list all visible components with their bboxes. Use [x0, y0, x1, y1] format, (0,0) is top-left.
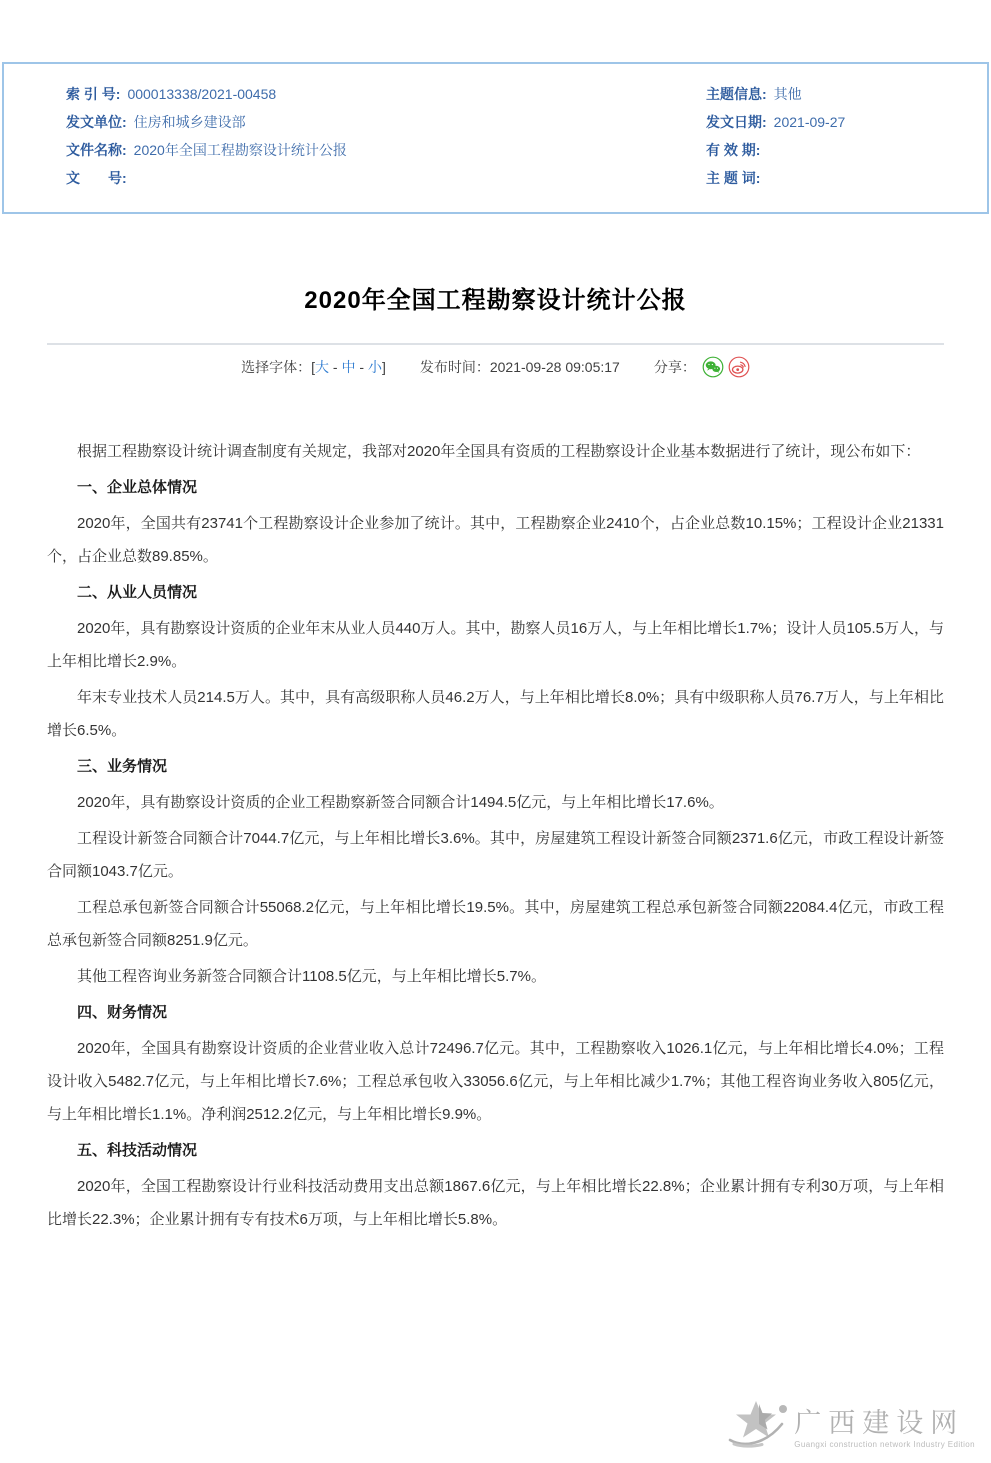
article-paragraph: 根据工程勘察设计统计调查制度有关规定，我部对2020年全国具有资质的工程勘察设计企业基本数据进行了统计，现公布如下：	[77, 443, 921, 460]
meta-field-keywords	[706, 164, 977, 192]
meta-label: 索 引 号:	[66, 86, 121, 102]
meta-right-column	[706, 80, 987, 192]
section-heading-5: 五、科技活动情况	[77, 1142, 198, 1159]
watermark-text	[794, 1408, 975, 1449]
section-heading-3: 三、业务情况	[77, 758, 168, 775]
meta-value: 000013338/2021-00458	[127, 86, 277, 102]
meta-label: 发文日期:	[706, 114, 767, 130]
title-divider	[47, 343, 944, 345]
wechat-share-icon[interactable]	[702, 356, 724, 378]
meta-label: 文 号:	[66, 170, 127, 186]
meta-value: 住房和城乡建设部	[133, 114, 246, 130]
meta-label: 文件名称:	[66, 142, 127, 158]
watermark-site-tagline: Guangxi construction network Industry Edition	[794, 1440, 975, 1449]
article-paragraph: 年末专业技术人员214.5万人。其中，具有高级职称人员46.2万人，与上年相比增长8.0%；具有中级职称人员76.7万人，与上年相比增长6.5%。	[47, 689, 944, 739]
font-size-medium-link[interactable]: 中	[341, 359, 356, 375]
article-body	[0, 380, 991, 1236]
meta-value: 2020年全国工程勘察设计统计公报	[133, 142, 347, 158]
article-toolbar	[0, 354, 991, 380]
meta-label: 主题信息:	[706, 86, 767, 102]
font-sep: -	[329, 359, 342, 375]
meta-field-topic-info	[706, 80, 977, 108]
bracket-open: [	[311, 359, 316, 375]
meta-left-column	[4, 80, 706, 192]
publish-time-value: 2021-09-28 09:05:17	[489, 359, 620, 375]
article-paragraph: 2020年，具有勘察设计资质的企业年末从业人员440万人。其中，勘察人员16万人，与上年相比增长1.7%；设计人员105.5万人，与上年相比增长2.9%。	[47, 620, 944, 670]
meta-label: 发文单位:	[66, 114, 127, 130]
meta-field-validity	[706, 136, 977, 164]
meta-label: 有 效 期:	[706, 142, 761, 158]
page-title: 2020年全国工程勘察设计统计公报	[304, 287, 687, 314]
font-size-selector	[241, 357, 386, 377]
article-paragraph: 2020年，全国共有23741个工程勘察设计企业参加了统计。其中，工程勘察企业2410个，占企业总数10.15%；工程设计企业21331个，占企业总数89.85%。	[47, 515, 944, 565]
share-label: 分享：	[653, 359, 696, 375]
section-heading-1: 一、企业总体情况	[77, 479, 198, 496]
document-meta-box	[2, 62, 989, 214]
font-size-large-link[interactable]: 大	[315, 359, 330, 375]
share-group	[654, 356, 750, 378]
meta-field-doc-number	[66, 164, 706, 192]
article-paragraph: 2020年，全国工程勘察设计行业科技活动费用支出总额1867.6亿元，与上年相比增长22.8%；企业累计拥有专利30万项，与上年相比增长22.3%；企业累计拥有专有技术6万项，与上年相比增长5.8%。	[47, 1178, 944, 1228]
section-heading-4: 四、财务情况	[77, 1004, 168, 1021]
meta-label: 主 题 词:	[706, 170, 761, 186]
article-paragraph: 工程设计新签合同额合计7044.7亿元，与上年相比增长3.6%。其中，房屋建筑工程设计新签合同额2371.6亿元，市政工程设计新签合同额1043.7亿元。	[47, 830, 944, 880]
article-paragraph: 2020年，全国具有勘察设计资质的企业营业收入总计72496.7亿元。其中，工程勘察收入1026.1亿元，与上年相比增长4.0%；工程设计收入5482.7亿元，与上年相比增长7.6%；工程总承包收入33056.6亿元，与上年相比减少1.7%；其他工程咨询业务收入805亿元，与上年相比增长1.1%。净利润2512.2亿元，与上年相比增长9.9%。	[47, 1040, 944, 1123]
publish-time-group	[420, 357, 620, 377]
article-paragraph: 工程总承包新签合同额合计55068.2亿元，与上年相比增长19.5%。其中，房屋建筑工程总承包新签合同额22084.4亿元，市政工程总承包新签合同额8251.9亿元。	[47, 899, 944, 949]
publish-time-label: 发布时间：	[419, 359, 490, 375]
meta-value: 2021-09-27	[773, 114, 846, 130]
meta-field-file-name	[66, 136, 706, 164]
star-swoosh-logo-icon	[726, 1398, 790, 1459]
meta-value: 其他	[773, 86, 802, 102]
article-paragraph: 2020年，具有勘察设计资质的企业工程勘察新签合同额合计1494.5亿元，与上年相比增长17.6%。	[77, 794, 724, 811]
font-selector-label: 选择字体：	[241, 359, 312, 375]
font-sep: -	[355, 359, 368, 375]
meta-field-issue-date	[706, 108, 977, 136]
bracket-close: ]	[381, 359, 386, 375]
font-size-small-link[interactable]: 小	[367, 359, 382, 375]
article-paragraph: 其他工程咨询业务新签合同额合计1108.5亿元，与上年相比增长5.7%。	[77, 968, 546, 985]
section-heading-2: 二、从业人员情况	[77, 584, 198, 601]
meta-field-issuing-unit	[66, 108, 706, 136]
share-icons	[702, 356, 750, 378]
meta-field-index-number	[66, 80, 706, 108]
site-watermark-logo	[726, 1398, 975, 1459]
weibo-share-icon[interactable]	[728, 356, 750, 378]
watermark-site-name: 广西建设网	[794, 1408, 965, 1438]
